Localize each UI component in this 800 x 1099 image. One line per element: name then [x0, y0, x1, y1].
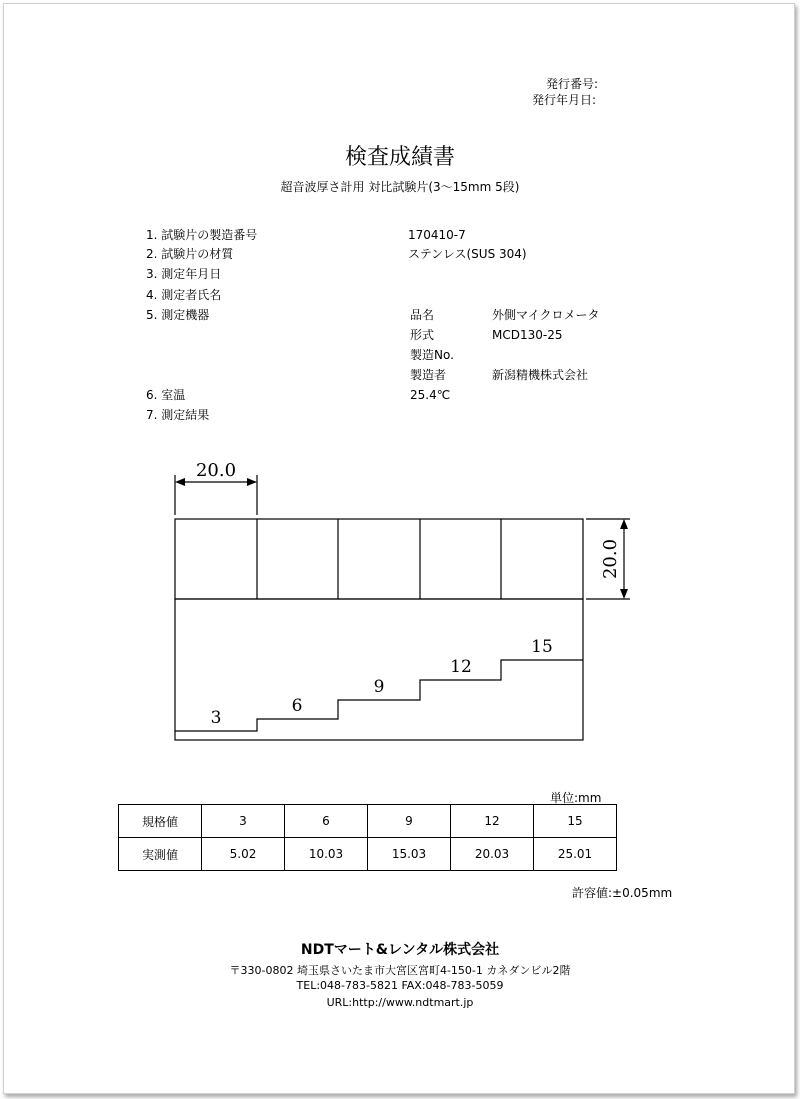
table-cell: 3	[202, 805, 285, 838]
company-address: 〒330-0802 埼玉県さいたま市大宮区宮町4-150-1 カネダンビル2階	[229, 964, 571, 977]
item-label-instrument: 5. 測定機器	[146, 308, 210, 322]
item-label-date: 3. 測定年月日	[146, 267, 222, 281]
table-row	[119, 838, 617, 871]
table-cell: 9	[368, 805, 451, 838]
step-label: 9	[373, 677, 385, 697]
table-cell: 6	[285, 805, 368, 838]
instrument-value-name: 外側マイクロメータ	[492, 308, 600, 322]
instrument-key-name: 品名	[410, 308, 435, 322]
instrument-key-maker: 製造者	[410, 368, 447, 382]
item-value-serial: 170410-7	[408, 228, 466, 242]
instrument-value-maker: 新潟精機株式会社	[492, 368, 589, 382]
side-view-outline	[175, 599, 583, 740]
company-name: NDTマート&レンタル株式会社	[300, 942, 500, 958]
instrument-key-model: 形式	[410, 328, 435, 342]
table-cell: 12	[451, 805, 534, 838]
dim-arrow	[175, 478, 185, 486]
table-cell: 15	[534, 805, 617, 838]
issue-date-label: 発行年月日:	[532, 93, 597, 107]
item-label-operator: 4. 測定者氏名	[146, 288, 222, 302]
item-label-result: 7. 測定結果	[146, 408, 210, 422]
results-table	[118, 804, 617, 871]
table-cell: 5.02	[202, 838, 285, 871]
item-label-material: 2. 試験片の材質	[146, 247, 234, 261]
unit-label: 単位:mm	[550, 791, 602, 805]
top-view-outline	[175, 519, 583, 599]
step-label: 15	[531, 637, 553, 657]
dim-arrow	[620, 589, 628, 599]
step-label: 6	[291, 696, 303, 716]
instrument-key-serial: 製造No.	[410, 348, 454, 362]
item-label-serial: 1. 試験片の製造番号	[146, 228, 258, 242]
dim-arrow	[247, 478, 257, 486]
step-label: 3	[210, 708, 222, 728]
document-subtitle: 超音波厚さ計用 対比試験片(3～15mm 5段)	[280, 180, 520, 194]
table-cell: 25.01	[534, 838, 617, 871]
tolerance-label: 許容値:±0.05mm	[572, 886, 673, 900]
company-tel-fax: TEL:048-783-5821 FAX:048-783-5059	[296, 979, 504, 992]
table-cell: 20.03	[451, 838, 534, 871]
width-dim-text: 20.0	[195, 460, 237, 481]
item-value-room-temp: 25.4℃	[410, 388, 451, 402]
step-label: 12	[450, 657, 472, 677]
row-header-measured: 実測値	[119, 838, 202, 871]
height-dim-text: 20.0	[600, 538, 621, 580]
table-cell: 10.03	[285, 838, 368, 871]
issue-number-label: 発行番号:	[546, 77, 599, 91]
instrument-value-model: MCD130-25	[492, 328, 563, 342]
table-cell: 15.03	[368, 838, 451, 871]
row-header-spec: 規格値	[119, 805, 202, 838]
document-title: 検査成績書	[344, 145, 455, 170]
dim-arrow	[620, 519, 628, 529]
item-label-room-temp: 6. 室温	[146, 388, 186, 402]
company-url: URL:http://www.ndtmart.jp	[326, 996, 474, 1009]
item-value-material: ステンレス(SUS 304)	[408, 247, 527, 261]
table-row	[119, 805, 617, 838]
